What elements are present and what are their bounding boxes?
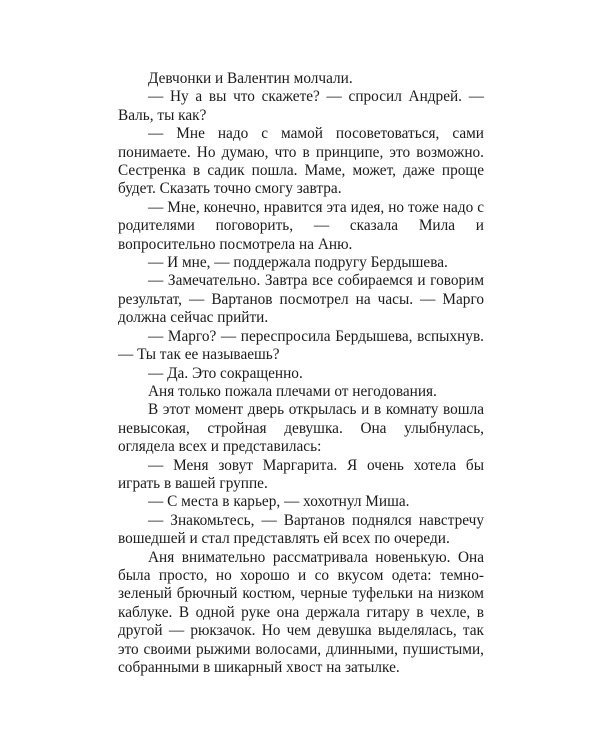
paragraph: — Марго? — переспросила Бердышева, вспыхнув. — Ты так ее называешь? xyxy=(118,327,484,364)
paragraph: В этот момент дверь открылась и в комнату вошла невысокая, стройная девушка. Она улыбнулась, оглядела всех и представилась: xyxy=(118,401,484,456)
paragraph: — Меня зовут Маргарита. Я очень хотела бы играть в вашей группе. xyxy=(118,456,484,492)
paragraph: Аня только пожала плечами от негодования. xyxy=(148,382,437,400)
paragraph: — Знакомьтесь, — Вартанов поднялся навстречу вошедшей и стал представлять ей всех по очереди. xyxy=(118,511,484,548)
paragraph: — Мне, конечно, нравится эта идея, но тоже надо с родителями поговорить, — сказала Мила и вопросительно посмотрела на Аню. xyxy=(118,198,484,253)
paragraph: Аня внимательно рассматривала новенькую. Она была просто, но хорошо и со вкусом одета: темно-зеленый брючный костюм, черные туфельки на низком каблуке. В одной руке она держала гитару в чехле, в другой — рюкзачок. Но чем девушка выделялась, так это своими рыжими волосами, длинными, пушистыми, собранными в шикарный хвост на затылке. xyxy=(118,548,484,676)
paragraph: — Ну а вы что скажете? — спросил Андрей. — Валь, ты как? xyxy=(118,88,484,124)
paragraph: — С места в карьер, — хохотнул Миша. xyxy=(148,493,410,511)
paragraph: — Мне надо с мамой посоветоваться, сами понимаете. Но думаю, что в принципе, это возможно. Сестренка в садик пошла. Маме, может, даже проще будет. Сказать точно смогу завтра. xyxy=(118,125,484,198)
page-body-text xyxy=(118,70,484,677)
paragraph: Девчонки и Валентин молчали. xyxy=(148,70,353,87)
paragraph: — И мне, — поддержала подругу Бердышева. xyxy=(148,254,448,272)
paragraph: — Да. Это сокращенно. xyxy=(148,364,303,382)
paragraph: — Замечательно. Завтра все собираемся и говорим результат, — Вартанов посмотрел на часы. — Марго должна сейчас прийти. xyxy=(118,272,484,327)
